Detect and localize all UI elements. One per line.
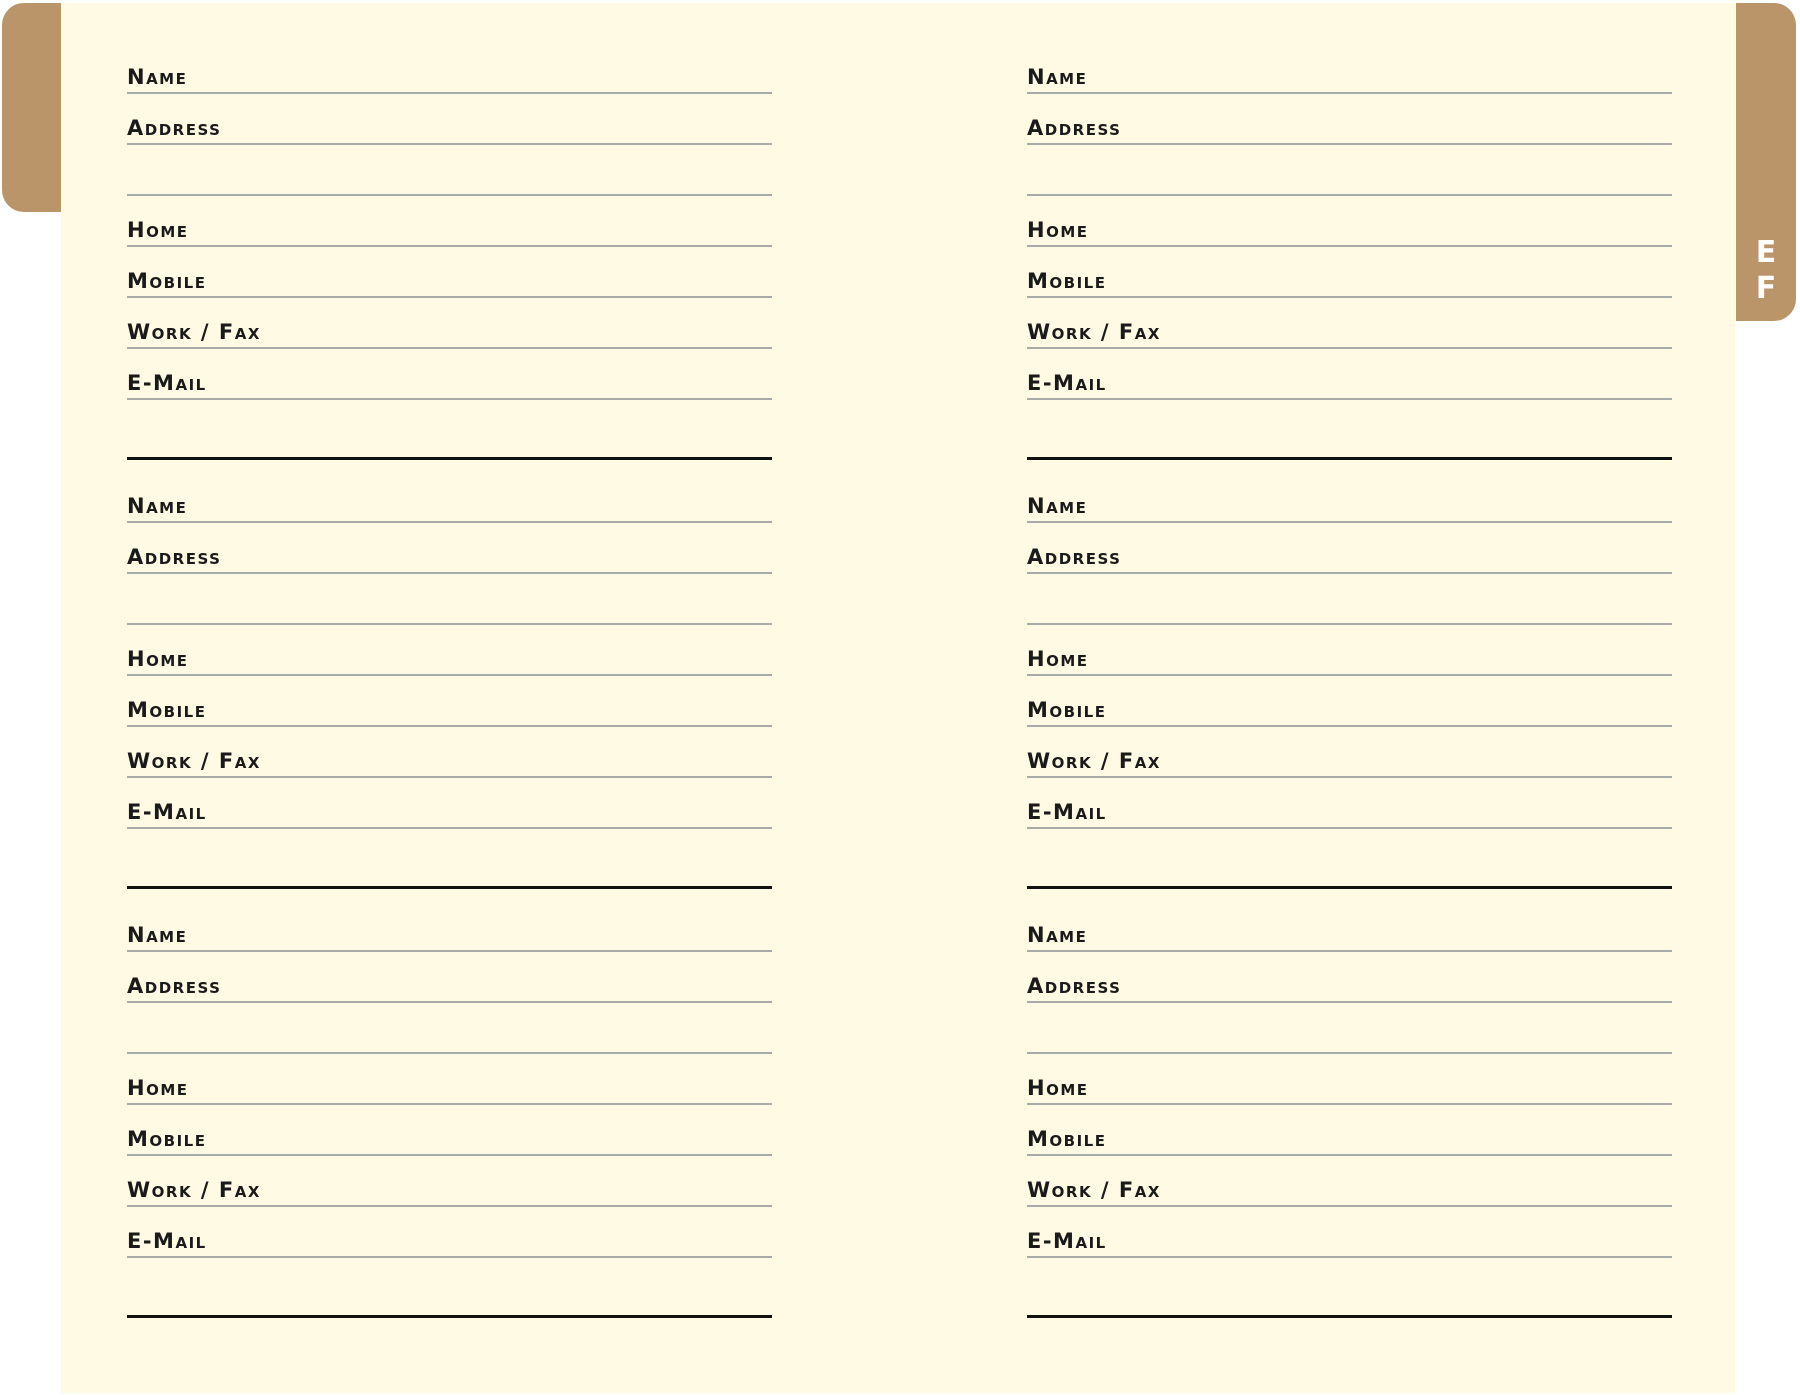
e-mail-label: E-Mail [127, 800, 207, 824]
e-mail-label: E-Mail [127, 1229, 207, 1253]
name-label: Name [1027, 494, 1088, 518]
e-mail-line[interactable] [127, 1207, 772, 1258]
entry-separator [1027, 886, 1672, 889]
entry-separator [1027, 457, 1672, 460]
home-line[interactable] [127, 1054, 772, 1105]
blank-line[interactable] [127, 574, 772, 625]
entry-separator [127, 1315, 772, 1318]
name-label: Name [127, 923, 188, 947]
entry-separator [127, 886, 772, 889]
name-label: Name [127, 65, 188, 89]
home-line[interactable] [1027, 196, 1672, 247]
home-label: Home [127, 647, 189, 671]
home-label: Home [1027, 218, 1089, 242]
blank-line[interactable] [127, 145, 772, 196]
e-mail-label: E-Mail [1027, 371, 1107, 395]
e-mail-line[interactable] [1027, 1207, 1672, 1258]
name-label: Name [127, 494, 188, 518]
blank-line[interactable] [1027, 574, 1672, 625]
address-label: Address [127, 974, 222, 998]
mobile-line[interactable] [1027, 1105, 1672, 1156]
work-fax-label: Work / Fax [1027, 320, 1161, 344]
address-line[interactable] [1027, 94, 1672, 145]
mobile-line[interactable] [127, 247, 772, 298]
entry-separator [1027, 1315, 1672, 1318]
e-mail-line[interactable] [127, 349, 772, 400]
work-fax-label: Work / Fax [1027, 749, 1161, 773]
address-label: Address [127, 545, 222, 569]
work-fax-line[interactable] [1027, 298, 1672, 349]
left-page-tab [2, 3, 61, 212]
work-fax-label: Work / Fax [127, 1178, 261, 1202]
mobile-line[interactable] [127, 1105, 772, 1156]
address-line[interactable] [127, 523, 772, 574]
address-label: Address [1027, 116, 1122, 140]
e-mail-label: E-Mail [1027, 1229, 1107, 1253]
mobile-label: Mobile [127, 1127, 207, 1151]
mobile-label: Mobile [1027, 269, 1107, 293]
address-label: Address [127, 116, 222, 140]
name-line[interactable] [127, 901, 772, 952]
work-fax-line[interactable] [1027, 1156, 1672, 1207]
e-mail-label: E-Mail [127, 371, 207, 395]
work-fax-label: Work / Fax [127, 749, 261, 773]
home-label: Home [1027, 1076, 1089, 1100]
mobile-label: Mobile [127, 698, 207, 722]
name-line[interactable] [1027, 901, 1672, 952]
name-line[interactable] [127, 43, 772, 94]
work-fax-line[interactable] [127, 1156, 772, 1207]
home-line[interactable] [127, 625, 772, 676]
name-label: Name [1027, 923, 1088, 947]
e-mail-line[interactable] [127, 778, 772, 829]
home-label: Home [127, 1076, 189, 1100]
name-line[interactable] [1027, 472, 1672, 523]
address-label: Address [1027, 974, 1122, 998]
e-mail-label: E-Mail [1027, 800, 1107, 824]
blank-line[interactable] [127, 1003, 772, 1054]
e-mail-line[interactable] [1027, 778, 1672, 829]
name-label: Name [1027, 65, 1088, 89]
index-tab-letter: E [1755, 235, 1777, 270]
index-tab-letter: F [1755, 271, 1777, 306]
index-tab-letters [1736, 235, 1796, 307]
blank-line[interactable] [1027, 1003, 1672, 1054]
home-label: Home [1027, 647, 1089, 671]
work-fax-line[interactable] [127, 298, 772, 349]
address-line[interactable] [1027, 952, 1672, 1003]
e-mail-line[interactable] [1027, 349, 1672, 400]
work-fax-line[interactable] [1027, 727, 1672, 778]
home-label: Home [127, 218, 189, 242]
mobile-line[interactable] [1027, 247, 1672, 298]
mobile-label: Mobile [1027, 1127, 1107, 1151]
entry-separator [127, 457, 772, 460]
mobile-line[interactable] [127, 676, 772, 727]
mobile-label: Mobile [1027, 698, 1107, 722]
home-line[interactable] [1027, 625, 1672, 676]
home-line[interactable] [127, 196, 772, 247]
work-fax-label: Work / Fax [127, 320, 261, 344]
address-line[interactable] [1027, 523, 1672, 574]
blank-line[interactable] [1027, 145, 1672, 196]
address-line[interactable] [127, 94, 772, 145]
work-fax-line[interactable] [127, 727, 772, 778]
address-line[interactable] [127, 952, 772, 1003]
home-line[interactable] [1027, 1054, 1672, 1105]
address-label: Address [1027, 545, 1122, 569]
work-fax-label: Work / Fax [1027, 1178, 1161, 1202]
name-line[interactable] [1027, 43, 1672, 94]
index-tab-ef[interactable] [1736, 3, 1796, 321]
mobile-label: Mobile [127, 269, 207, 293]
name-line[interactable] [127, 472, 772, 523]
mobile-line[interactable] [1027, 676, 1672, 727]
